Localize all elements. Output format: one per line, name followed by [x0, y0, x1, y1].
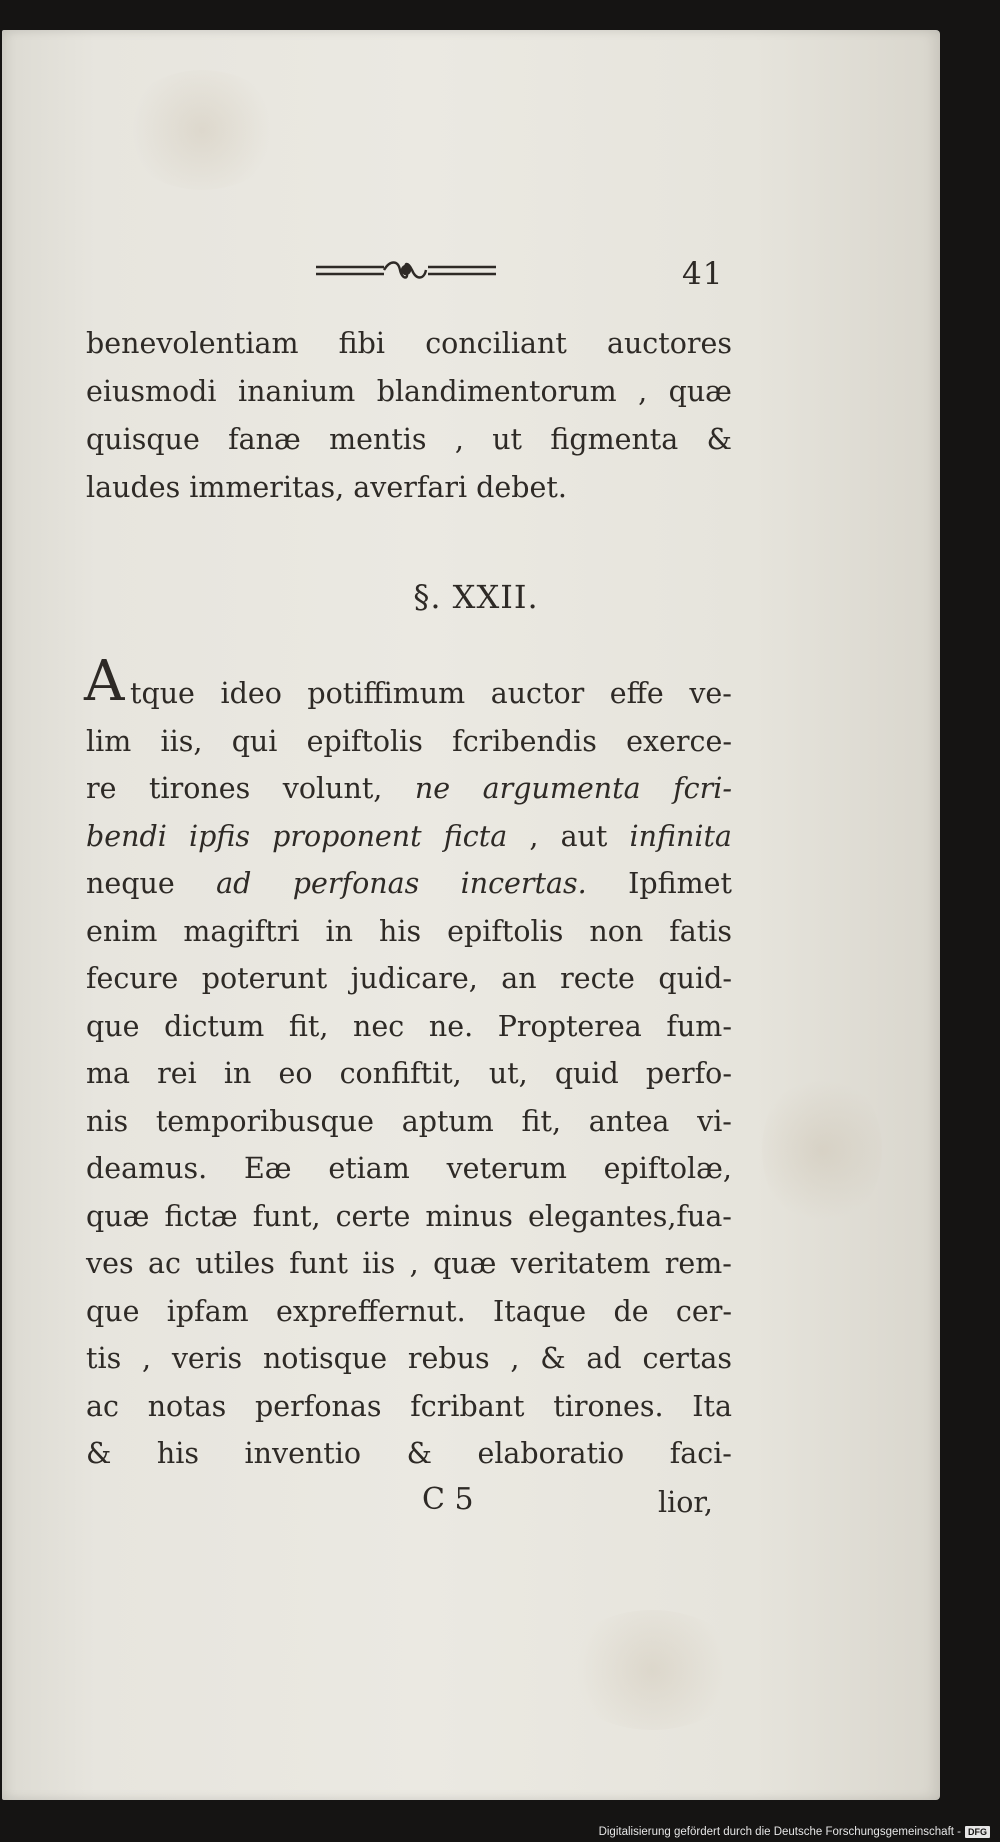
- paper-stain: [562, 1610, 742, 1730]
- credit-text: Digitalisierung gefördert durch die Deutsche Forschungsgemeinschaft -: [598, 1826, 961, 1838]
- text-line: nis temporibusque aptum fit, antea vi-: [86, 1104, 732, 1138]
- text-line: que dictum fit, nec ne. Propterea fum-: [86, 1009, 732, 1043]
- text-line: ma rei in eo confiftit, ut, quid perfo-: [86, 1057, 732, 1090]
- text-line: fecure poterunt judicare, an recte quid-: [86, 962, 732, 995]
- page-number: 41: [682, 256, 724, 292]
- dfg-logo: DFG: [965, 1826, 990, 1838]
- text-line: & his inventio & elaboratio faci-: [86, 1437, 732, 1470]
- text-line: quisque fanæ mentis , ut figmenta &: [86, 423, 732, 456]
- text-line: tis , veris notisque rebus , & ad certas: [86, 1342, 732, 1375]
- section-heading: §. XXII.: [413, 578, 539, 616]
- text-line: re tirones volunt, ne argumenta fcri-: [86, 772, 732, 805]
- text-line: que ipfam expreffernut. Itaque de cer-: [86, 1294, 732, 1328]
- text-line: laudes immeritas, averfari debet.: [86, 471, 567, 504]
- paper-stain: [762, 1070, 882, 1230]
- text-line: eiusmodi inanium blandimentorum , quæ: [86, 375, 732, 408]
- text-line: benevolentiam fibi conciliant auctores: [86, 327, 732, 360]
- text-line: neque ad perfonas incertas. Ipfimet: [86, 867, 732, 900]
- drop-capital: A: [84, 649, 125, 714]
- text-line: quæ fictæ funt, certe minus elegantes,fua-: [86, 1199, 732, 1233]
- header-ornament: [314, 256, 498, 286]
- paper-stain: [122, 70, 282, 190]
- text-line: ac notas perfonas fcribant tirones. Ita: [86, 1389, 732, 1423]
- text-line: lim iis, qui epiftolis fcribendis exerce-: [86, 724, 732, 758]
- book-page: [2, 30, 940, 1800]
- text-line: enim magiftri in his epiftolis non fatis: [86, 914, 732, 948]
- signature-mark: C 5: [422, 1482, 474, 1517]
- digitization-credit: [599, 1826, 990, 1838]
- catchword: lior,: [658, 1486, 713, 1519]
- text-line: bendi ipfis proponent ficta , aut infinita: [86, 819, 732, 853]
- text-line: ves ac utiles funt iis , quæ veritatem rem-: [86, 1247, 732, 1280]
- text-line: deamus. Eæ etiam veterum epiftolæ,: [86, 1152, 732, 1185]
- text-line: tque ideo potiffimum auctor effe ve-: [130, 677, 732, 710]
